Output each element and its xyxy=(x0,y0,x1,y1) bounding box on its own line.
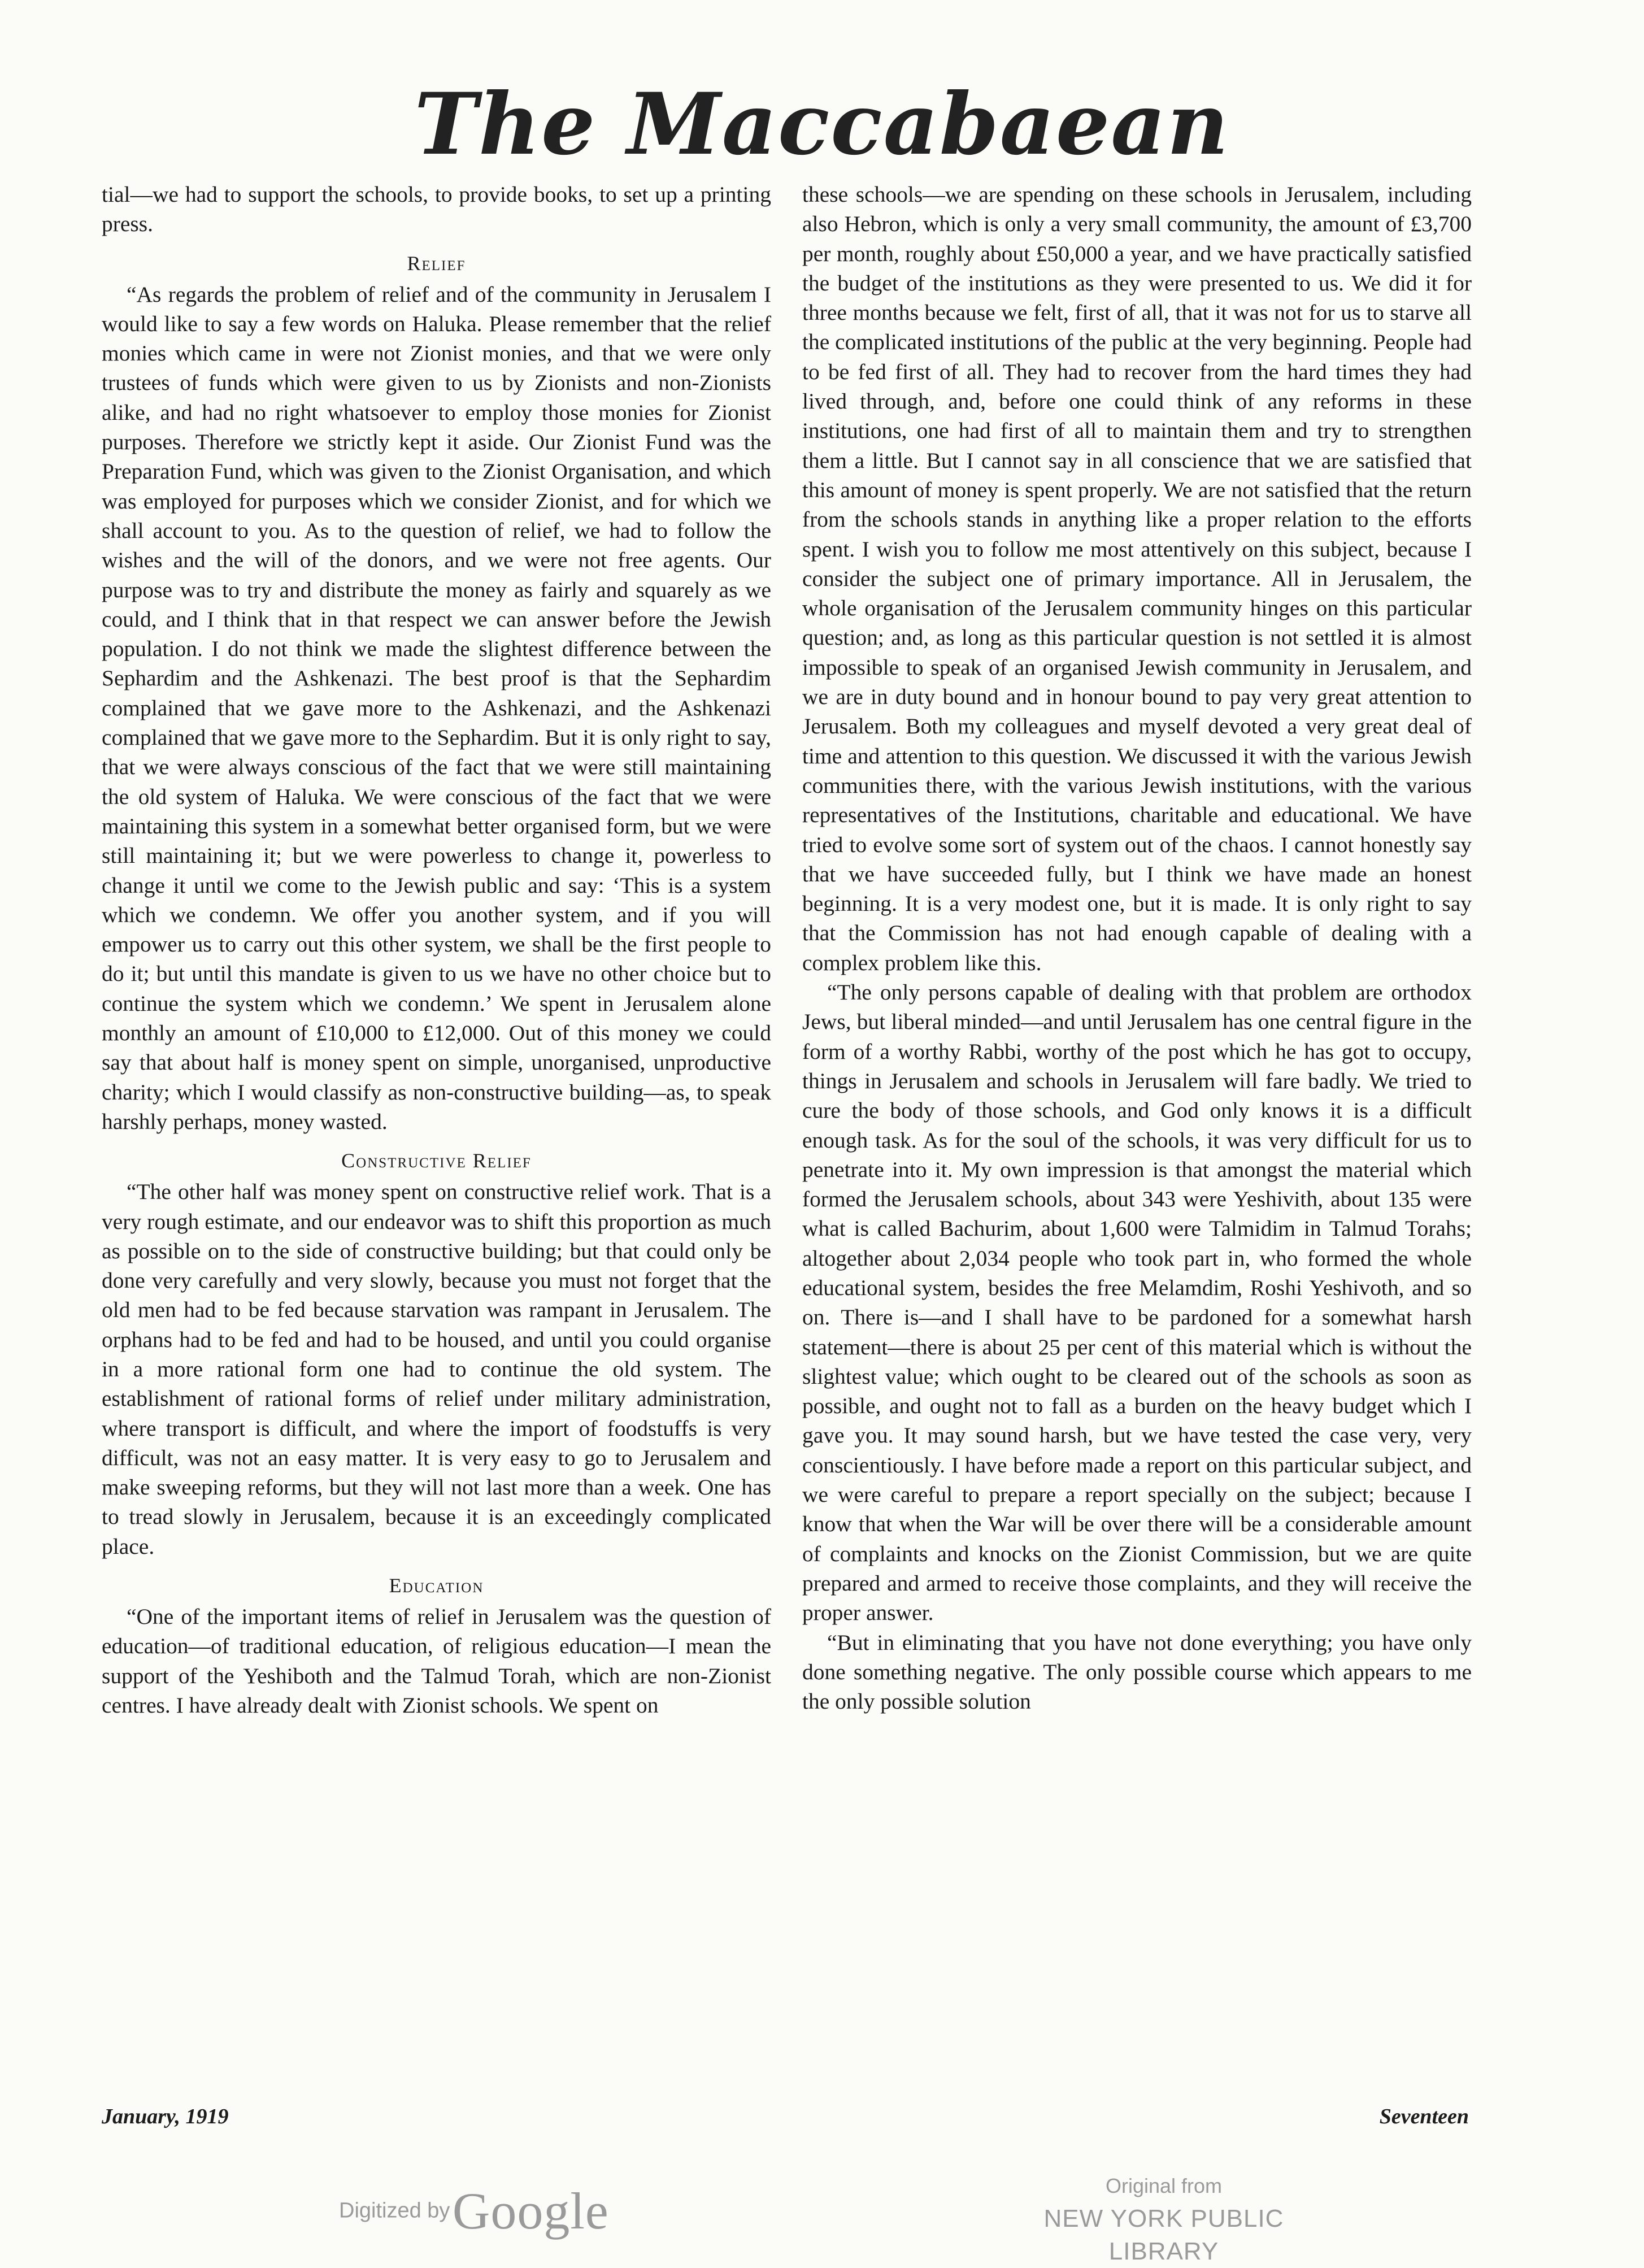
section-heading-education: Education xyxy=(389,1574,484,1597)
original-source-watermark xyxy=(994,2170,1333,2268)
paragraph: “As regards the problem of relief and of the community in Jerusalem I would like to say a few words on Haluka. Please remember that the relief monies which came in were not Zionist monies, and that we were only trustees of funds which were given to us by Zionists and non-Zionists alike, and had no right whatsoever to employ those monies for Zionist purposes. Therefore we strictly kept it aside. Our Zionist Fund was the Preparation Fund, which was given to the Zionist Organisation, and which was employed for purposes which we consider Zionist, and for which we shall account to you. As to the question of relief, we had to follow the wishes and the will of the donors, and we were not free agents. Our purpose was to try and distribute the money as fairly and squarely as we could, and I think that in that respect we can answer before the Jewish population. I do not think we made the slightest difference between the Sephardim and the Ashkenazi. The best proof is that the Sephardim complained that we gave more to the Ashkenazi, and the Ashkenazi complained that we gave more to the Sephardim. But it is only right to say, that we were always conscious of the fact that we were still maintaining the old system of Haluka. We were conscious of the fact that we were maintaining this system in a somewhat better organised form, but we were still maintaining it; but we were powerless to change it, powerless to change it until we come to the Jewish public and say: ‘This is a system which we condemn. We offer you another system, and if you will empower us to carry out this other system, we shall be the first people to do it; but until this mandate is given to us we have no other choice but to continue the system which we condemn.’ We spent in Jerusalem alone monthly an amount of £10,000 to £12,000. Out of this money we could say that about half is money spent on simple, unorganised, unproductive charity; which I would classify as non-constructive building—as, to speak harshly perhaps, money wasted. xyxy=(102,281,771,1134)
digitized-by-watermark xyxy=(339,2181,609,2241)
section-heading-relief: Relief xyxy=(407,251,466,275)
section-heading-constructive-relief: Constructive Relief xyxy=(341,1149,532,1172)
left-column xyxy=(102,180,771,1720)
right-column xyxy=(802,180,1472,1716)
paragraph: “The only persons capable of dealing with that problem are orthodox Jews, but liberal minded—and until Jerusalem has one central figure in the form of a worthy Rabbi, worthy of the post which he has got to occupy, things in Jerusalem and schools in Jerusalem will fare badly. We tried to cure the body of those schools, and God only knows it is a difficult enough task. As for the soul of the schools, it was very difficult for us to penetrate into it. My own impression is that amongst the material which formed the Jerusalem schools, about 343 were Yeshivith, about 135 were what is called Bachurim, about 1,600 were Talmidim in Talmud Torahs; altogether about 2,034 people who took part in, who formed the whole educational system, besides the free Melamdim, Roshi Yeshivoth, and so on. There is—and I shall have to be pardoned for a somewhat harsh statement—there is about 25 per cent of this material which is without the slightest value; which ought to be cleared out of the schools as soon as possible, and ought not to fall as a burden on the heavy budget which I gave you. It may sound harsh, but we have tested the case very, very conscientiously. I have before made a report on this particular subject, and we were careful to prepare a report specially on the subject; because I know that when the War will be over there will be a considerable amount of complaints and knocks on the Zionist Commission, but we are quite prepared and armed to receive those complaints, and they will receive the proper answer. xyxy=(802,980,1472,1626)
library-name: NEW YORK PUBLIC LIBRARY xyxy=(1043,2205,1284,2265)
paragraph: “One of the important items of relief in Jerusalem was the question of education—of traditional education, of religious education—I mean the support of the Yeshiboth and the Talmud Torah, which are non-Zionist centres. I have already dealt with Zionist schools. We spent on xyxy=(102,1604,771,1718)
digitized-prefix: Digitized by xyxy=(339,2199,450,2223)
paragraph: “But in eliminating that you have not done everything; you have only done something negative. The only possible course which appears to me the only possible solution xyxy=(802,1630,1472,1714)
masthead-title: The Maccabaean xyxy=(414,75,1230,174)
paragraph: “The other half was money spent on constructive relief work. That is a very rough estimate, and our endeavor was to shift this proportion as much as possible on to the side of constructive building; but that could only be done very carefully and very slowly, because you must not forget that the old men had to be fed because starvation was rampant in Jerusalem. The orphans had to be fed and had to be housed, and until you could organise in a more rational form one had to continue the old system. The establishment of rational forms of relief under military administration, where transport is difficult, and where the import of foodstuffs is very difficult, was not an easy matter. It is very easy to go to Jerusalem and make sweeping reforms, but they will not last more than a week. One has to tread slowly in Jerusalem, because it is an exceedingly complicated place. xyxy=(102,1179,771,1559)
original-from-label: Original from xyxy=(1105,2174,1223,2197)
paragraph: tial—we had to support the schools, to provide books, to set up a printing press. xyxy=(102,182,771,237)
google-logo: Google xyxy=(452,2182,609,2240)
issue-date: January, 1919 xyxy=(102,2105,229,2128)
paragraph: these schools—we are spending on these schools in Jerusalem, including also Hebron, which is only a very small community, the amount of £3,700 per month, roughly about £50,000 a year, and we have practically satisfied the budget of the institutions as they were presented to us. We did it for three months because we felt, first of all, that it was not for us to starve all the complicated institutions of the public at the very beginning. People had to be fed first of all. They had to recover from the hard times they had lived through, and, before one could think of any reforms in these institutions, one had first of all to maintain them and try to strengthen them a little. But I cannot say in all conscience that we are satisfied that this amount of money is spent properly. We are not satisfied that the return from the schools stands in anything like a proper relation to the efforts spent. I wish you to follow me most attentively on this subject, because I consider the subject one of primary importance. All in Jerusalem, the whole organisation of the Jerusalem community hinges on this particular question; and, as long as this particular question is not settled it is almost impossible to speak of an organised Jewish community in Jerusalem, and we are in duty bound and in honour bound to pay very great attention to Jerusalem. Both my colleagues and myself devoted a very great deal of time and attention to this question. We discussed it with the various Jewish communities there, with the various Jewish institutions, with the various representatives of the Institutions, charitable and educational. We have tried to evolve some sort of system out of the chaos. I cannot honestly say that we have succeeded fully, but I think we have made an honest beginning. It is a very modest one, but it is made. It is only right to say that the Commission has not had enough capable of dealing with a complex problem like this. xyxy=(802,182,1472,975)
page-number: Seventeen xyxy=(1379,2105,1469,2128)
